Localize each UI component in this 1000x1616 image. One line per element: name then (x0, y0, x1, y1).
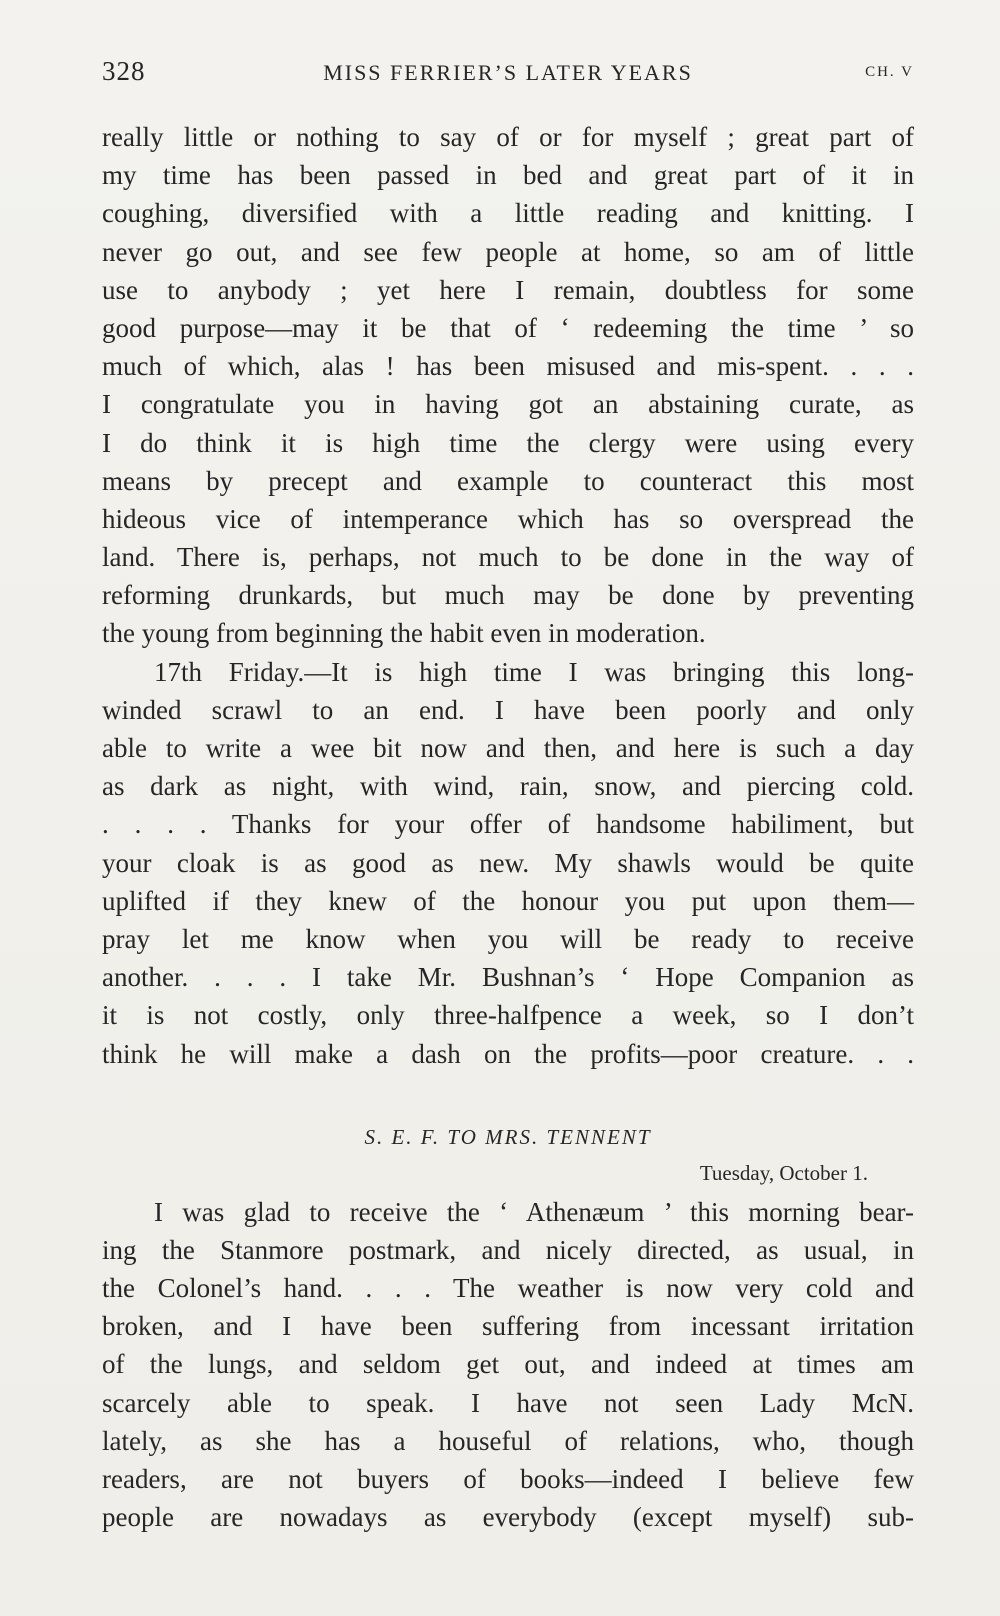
text-line: really little or nothing to say of or for myself ; great part of (102, 122, 914, 152)
text-line: think he will make a dash on the profits—poor creature. . . (102, 1038, 914, 1069)
text-line: as dark as night, with wind, rain, snow, and piercing cold. (102, 771, 914, 802)
text-line: the Colonel’s hand. . . . The weather is now very cold and (102, 1273, 914, 1304)
text-line: it is not costly, only three-halfpence a week, so I don’t (102, 1000, 914, 1031)
text-line: much of which, alas ! has been misused and mis-spent. . . . (102, 351, 914, 382)
running-header (102, 56, 914, 96)
text-line: readers, are not buyers of books—indeed I believe few (102, 1464, 914, 1494)
text-line: broken, and I have been suffering from incessant irritation (102, 1311, 914, 1342)
letter-date: Tuesday, October 1. (699, 1160, 868, 1185)
text-line: reforming drunkards, but much may be done by preventing (102, 580, 914, 611)
text-line: I do think it is high time the clergy were using every (102, 427, 914, 458)
letter-heading: S. E. F. TO MRS. TENNENT (364, 1124, 652, 1149)
text-line: means by precept and example to counteract this most (102, 465, 914, 496)
text-line: hideous vice of intemperance which has so overspread the (102, 503, 914, 534)
text-line: the young from beginning the habit even in moderation. (102, 618, 706, 649)
text-line: I congratulate you in having got an abstaining curate, as (102, 389, 914, 420)
text-line: lately, as she has a houseful of relations, who, though (102, 1425, 914, 1456)
section-gap (102, 1073, 914, 1117)
text-line: of the lungs, and seldom get out, and indeed at times am (102, 1349, 914, 1380)
text-line: . . . . Thanks for your offer of handsome habiliment, but (102, 809, 914, 840)
text-line: my time has been passed in bed and great part of it in (102, 160, 914, 191)
paragraph-3 (102, 1193, 914, 1537)
text-line: another. . . . I take Mr. Bushnan’s ‘ Hope Companion as (102, 962, 914, 993)
text-line: scarcely able to speak. I have not seen Lady McN. (102, 1387, 914, 1418)
text-line: people are nowadays as everybody (except myself) sub- (102, 1502, 914, 1533)
text-line: your cloak is as good as new. My shawls would be quite (102, 847, 914, 878)
body-text (102, 118, 914, 1536)
text-line: land. There is, perhaps, not much to be done in the way of (102, 542, 914, 573)
text-line: able to write a wee bit now and then, and here is such a day (102, 733, 914, 763)
chapter-label: CH. V (865, 64, 914, 80)
page-number: 328 (102, 56, 146, 86)
text-line: use to anybody ; yet here I remain, doubtless for some (102, 274, 914, 305)
text-line: uplifted if they knew of the honour you put upon them— (102, 885, 914, 916)
text-line: pray let me know when you will be ready to receive (102, 923, 914, 954)
text-line: coughing, diversified with a little reading and knitting. I (102, 198, 914, 229)
text-line: never go out, and see few people at home, so am of little (102, 236, 914, 267)
text-line: good purpose—may it be that of ‘ redeeming the time ’ so (102, 312, 914, 343)
paragraph-1 (102, 118, 914, 653)
paragraph-2 (102, 653, 914, 1073)
text-line: ing the Stanmore postmark, and nicely directed, as usual, in (102, 1234, 914, 1265)
text-line: I was glad to receive the ‘ Athenæum ’ this morning bear- (154, 1196, 914, 1227)
running-title: MISS FERRIER’S LATER YEARS (323, 60, 693, 85)
text-line: winded scrawl to an end. I have been poorly and only (102, 694, 914, 725)
text-line: 17th Friday.—It is high time I was bringing this long- (154, 656, 914, 687)
